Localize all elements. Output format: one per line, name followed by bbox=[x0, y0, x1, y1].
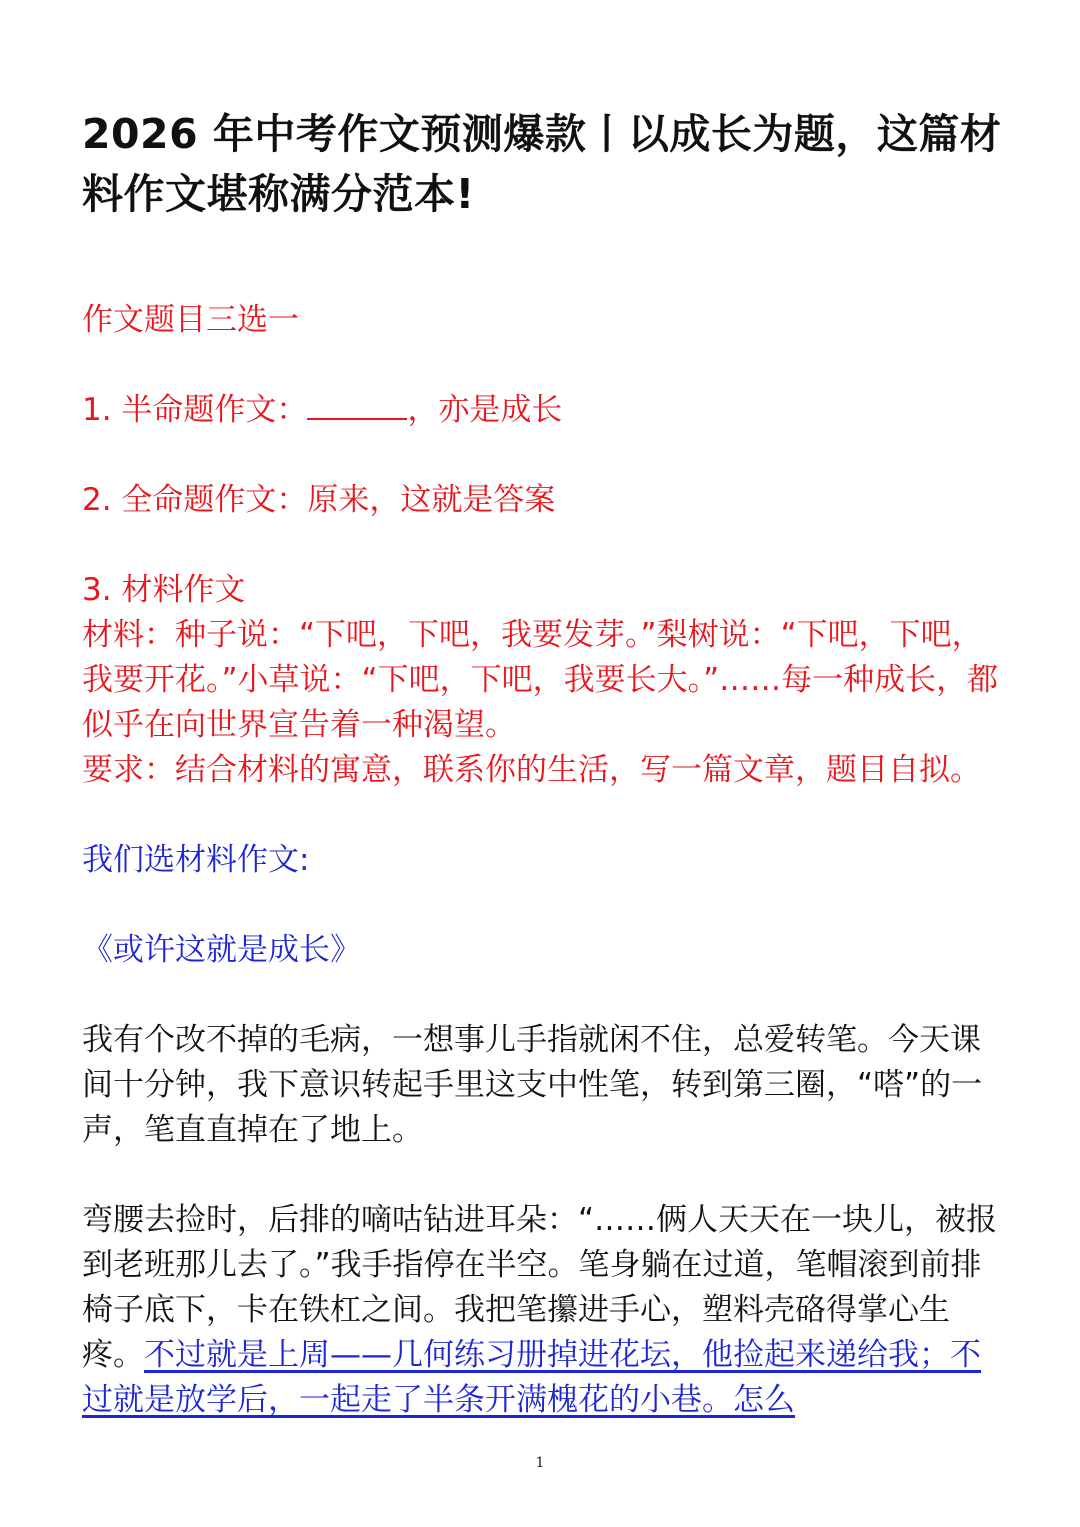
prompt-requirement: 要求：结合材料的寓意，联系你的生活，写一篇文章，题目自拟。 bbox=[82, 752, 981, 788]
paragraph-2-text: 弯腰去捡时，后排的嘀咕钻进耳朵：“……俩人天天在一块儿，被报到老班那儿去了。”我手指停在半空。笔身躺在过道，笔帽滚到前排椅子底下，卡在铁杠之间。我把笔攥进手心，塑料壳硌得掌心生疼。 bbox=[82, 1202, 998, 1373]
essay-title: 《或许这就是成长》 bbox=[82, 932, 361, 968]
document-page bbox=[82, 104, 1002, 1423]
option-1-suffix: ，亦是成长 bbox=[407, 392, 563, 428]
choice-statement: 我们选材料作文: bbox=[82, 842, 310, 878]
prompt-heading: 作文题目三选一 bbox=[82, 302, 299, 338]
article-title: 2026 年中考作文预测爆款丨以成长为题，这篇材料作文堪称满分范本! bbox=[82, 110, 1002, 218]
option-1-label: 1. 半命题作文： bbox=[82, 392, 308, 428]
fill-in-blank bbox=[307, 392, 407, 420]
essay-paragraph-1: 我有个改不掉的毛病，一想事儿手指就闲不住，总爱转笔。今天课间十分钟，我下意识转起手里这支中性笔，转到第三圈，“嗒”的一声，笔直直掉在了地上。 bbox=[82, 1022, 983, 1148]
essay-paragraph-2 bbox=[82, 1198, 1002, 1423]
prompt-material: 材料：种子说：“下吧，下吧，我要发芽。”梨树说：“下吧，下吧，我要开花。”小草说：“下吧，下吧，我要长大。”……每一种成长，都似乎在向世界宣告着一种渴望。 bbox=[82, 617, 999, 743]
page-number: 1 bbox=[535, 1455, 545, 1471]
prompt-option-2: 2. 全命题作文：原来，这就是答案 bbox=[82, 482, 556, 518]
prompt-option-1 bbox=[82, 388, 1002, 433]
paragraph-2-highlight: 不过就是上周——几何练习册掉进花坛，他捡起来递给我；不过就是放学后，一起走了半条开满槐花的小巷。怎么 bbox=[82, 1337, 981, 1418]
prompt-option-3: 3. 材料作文 bbox=[82, 572, 246, 608]
